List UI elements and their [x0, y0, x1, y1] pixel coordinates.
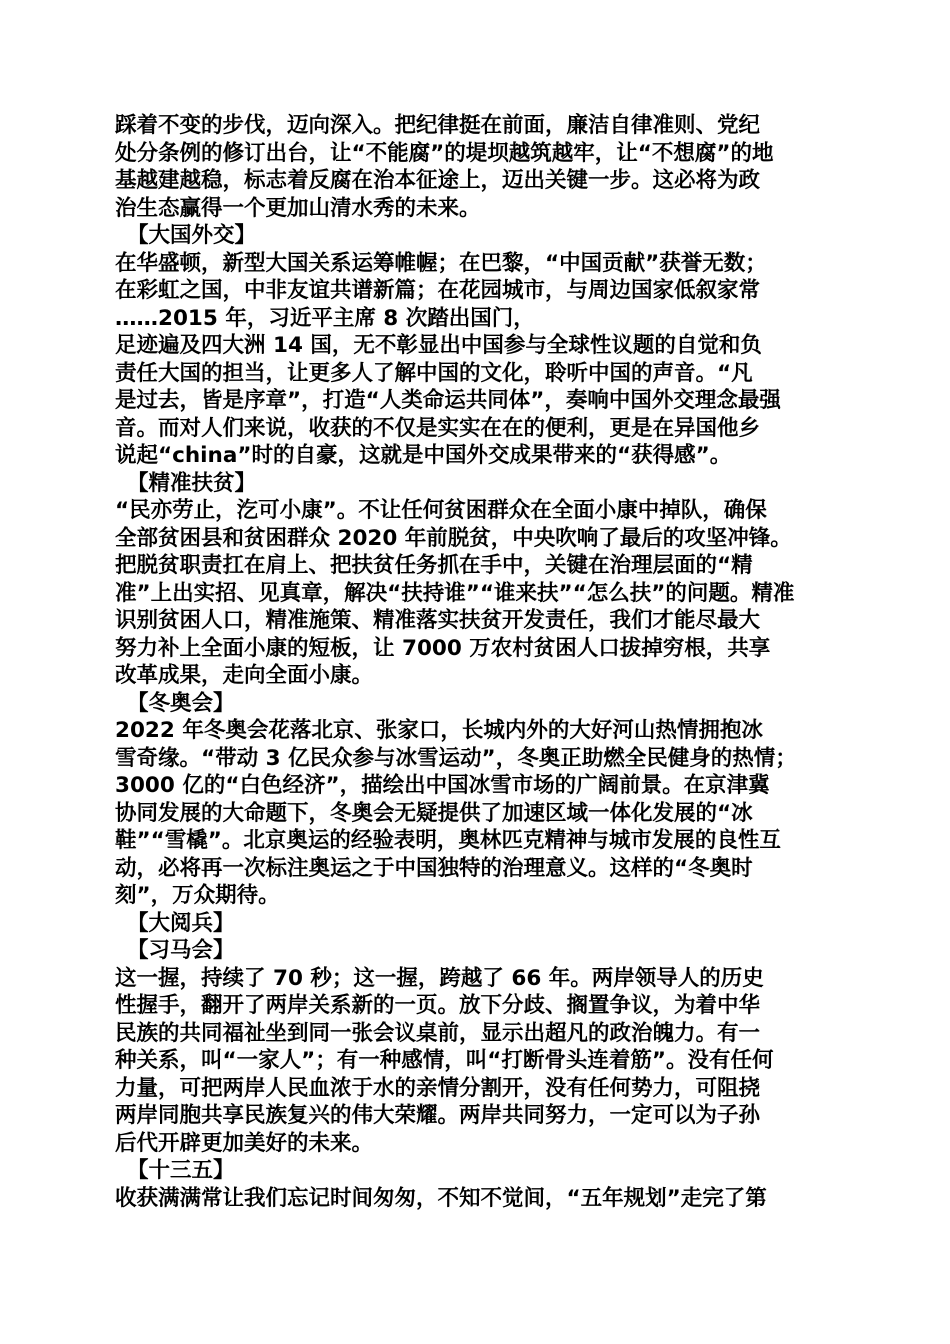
body-line: 把脱贫职责扛在肩上、把扶贫任务抓在手中，关键在治理层面的“精: [115, 553, 753, 578]
body-line: 力量，可把两岸人民血浓于水的亲情分割开，没有任何势力，可阻挠: [115, 1075, 761, 1101]
body-line: 治生态赢得一个更加山清水秀的未来。: [115, 195, 481, 221]
body-line: 这一握，持续了 70 秒；这一握，跨越了 66 年。两岸领导人的历史: [115, 965, 764, 991]
body-line: 两岸同胞共享民族复兴的伟大荣耀。两岸共同努力，一定可以为子孙: [115, 1103, 761, 1128]
body-line: 2022 年冬奥会花落北京、张家口，长城内外的大好河山热情拥抱冰: [115, 718, 763, 743]
body-line: 收获满满常让我们忘记时间匆匆，不知不觉间，“五年规划”走完了第: [115, 1185, 767, 1211]
body-line: 是过去，皆是序章”，打造“人类命运共同体”，奏响中国外交理念最强: [115, 388, 781, 413]
body-line: 雪奇缘。“带动 3 亿民众参与冰雪运动”，冬奥正助燃全民健身的热情；: [115, 745, 797, 771]
body-line: 踩着不变的步伐，迈向深入。把纪律挺在前面，廉洁自律准则、党纪: [115, 113, 761, 138]
body-line: 基越建越稳，标志着反腐在治本征途上，迈出关键一步。这必将为政: [115, 168, 761, 193]
body-line: 种关系，叫“一家人”；有一种感情，叫“打断骨头连着筋”。没有任何: [115, 1048, 774, 1073]
body-line: 动，必将再一次标注奥运之于中国独特的治理意义。这样的“冬奥时: [115, 855, 753, 881]
body-line: 性握手，翻开了两岸关系新的一页。放下分歧、搁置争议，为着中华: [115, 993, 761, 1018]
body-line: 协同发展的大命题下，冬奥会无疑提供了加速区域一体化发展的“冰: [115, 800, 753, 826]
body-line: “民亦劳止，汔可小康”。不让任何贫困群众在全面小康中掉队，确保: [115, 498, 767, 523]
body-line: 鞋”“雪橇”。北京奥运的经验表明，奥林匹克精神与城市发展的良性互: [115, 828, 781, 853]
body-line: 努力补上全面小康的短板，让 7000 万农村贫困人口拔掉穷根，共享: [115, 635, 771, 661]
section-heading-parade: 【大阅兵】: [127, 910, 235, 936]
body-line: 音。而对人们来说，收获的不仅是实实在在的便利，更是在异国他乡: [115, 415, 761, 441]
body-line: ……2015 年，习近平主席 8 次踏出国门，: [115, 305, 535, 331]
body-line: 识别贫困人口，精准施策、精准落实扶贫开发责任，我们才能尽最大: [115, 608, 761, 633]
section-heading-diplomacy: 【大国外交】: [127, 223, 257, 248]
section-heading-poverty: 【精准扶贫】: [127, 470, 257, 496]
body-line: 刻”，万众期待。: [115, 883, 280, 908]
section-heading-winter-olympics: 【冬奥会】: [127, 690, 235, 716]
body-line: 在彩虹之国，中非友谊共谱新篇；在花园城市，与周边国家低叙家常: [115, 278, 761, 303]
body-line: 民族的共同福祉坐到同一张会议桌前，显示出超凡的政治魄力。有一: [115, 1020, 761, 1046]
body-line: 准”上出实招、见真章，解决“扶持谁”“谁来扶”“怎么扶”的问题。精准: [115, 580, 795, 606]
section-heading-13th-five-year-plan: 【十三五】: [127, 1158, 235, 1183]
body-line: 改革成果，走向全面小康。: [115, 663, 374, 688]
body-line: 责任大国的担当，让更多人了解中国的文化，聆听中国的声音。“凡: [115, 360, 753, 386]
document-body: [115, 112, 837, 1212]
body-line: 说起“china”时的自豪，这就是中国外交成果带来的“获得感”。: [115, 443, 732, 468]
body-line: 在华盛顿，新型大国关系运筹帷幄；在巴黎，“中国贡献”获誉无数；: [115, 250, 767, 276]
body-line: 处分条例的修订出台，让“不能腐”的堤坝越筑越牢，让“不想腐”的地: [115, 140, 774, 166]
body-line: 足迹遍及四大洲 14 国，无不彰显出中国参与全球性议题的自觉和负: [115, 333, 762, 358]
body-line: 全部贫困县和贫困群众 2020 年前脱贫，中央吹响了最后的攻坚冲锋。: [115, 525, 792, 551]
body-line: 后代开辟更加美好的未来。: [115, 1130, 374, 1156]
section-heading-xi-ma-meeting: 【习马会】: [127, 938, 235, 963]
body-line: 3000 亿的“白色经济”，描绘出中国冰雪市场的广阔前景。在京津冀: [115, 773, 770, 798]
